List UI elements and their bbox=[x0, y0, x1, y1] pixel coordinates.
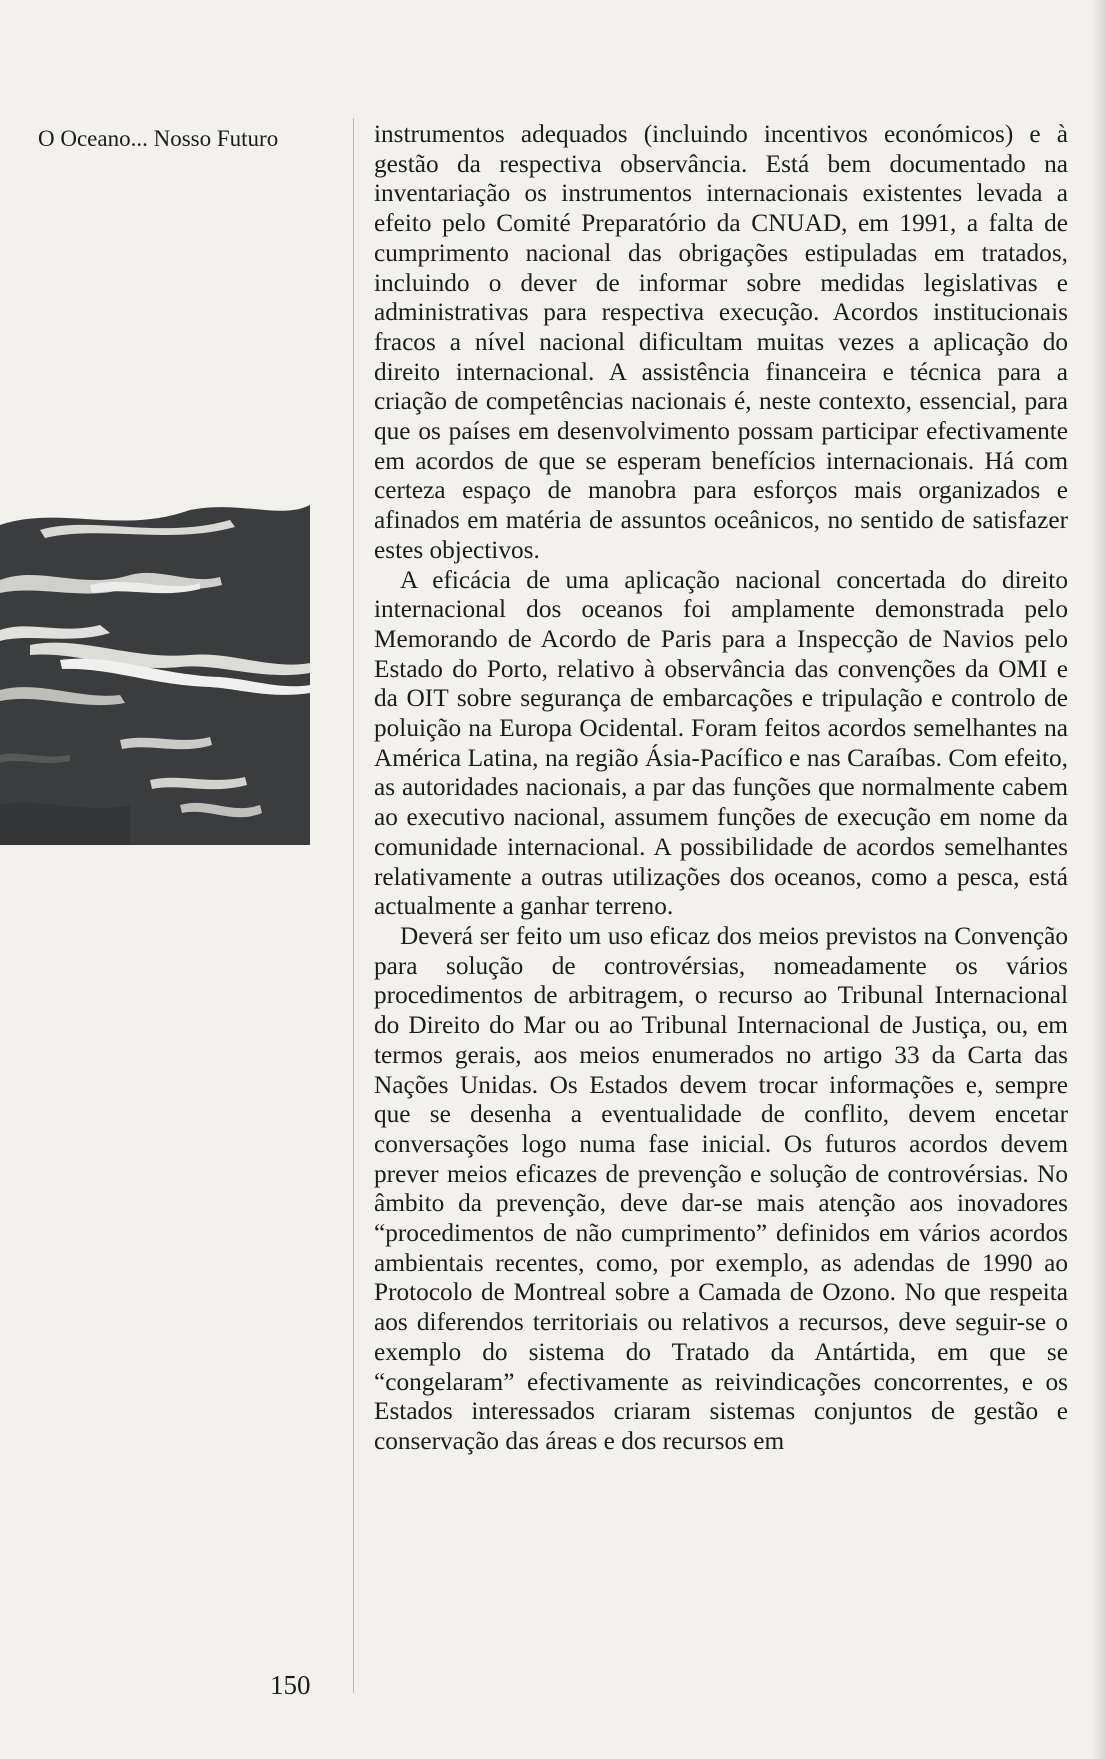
paragraph-2: A eficácia de uma aplicação nacional concertada do direito internacional dos oceanos foi amplamente demonstrada pelo Memorando de Acordo de Paris para a Inspecção de Navios pelo Estado do Porto, relativo à observância das convenções da OMI e da OIT sobre segurança de embarcações e tripulação e controlo de poluição na Europa Ocidental. Foram feitos acordos semelhantes na América Latina, na região Ásia-Pacífico e nas Caraíbas. Com efeito, as autoridades nacionais, a par das funções que normalmente cabem ao executivo nacional, assumem funções de execução em nome da comunidade internacional. A possibilidade de acordos semelhantes relativamente a outras utilizações dos oceanos, como a pesca, está actualmente a ganhar terreno. bbox=[374, 565, 1068, 921]
page-edge-shadow bbox=[1091, 0, 1105, 1759]
ocean-waves-photo bbox=[0, 505, 310, 845]
running-head: O Oceano... Nosso Futuro bbox=[38, 126, 279, 151]
paragraph-1: instrumentos adequados (incluindo incentivos económicos) e à gestão da respectiva observância. Está bem documentado na inventariação os instrumentos internacionais existentes levada a efeito pelo Comité Preparatório da CNUAD, em 1991, a falta de cumprimento nacional das obrigações estipuladas em tratados, incluindo o dever de informar sobre medidas legislativas e administrativas para respectiva execução. Acordos institucionais fracos a nível nacional dificultam muitas vezes a aplicação do direito internacional. A assistência financeira e técnica para a criação de competências nacionais é, neste contexto, essencial, para que os países em desenvolvimento possam participar efectivamente em acordos de que se esperam benefícios internacionais. Há com certeza espaço de manobra para esforços mais organizados e afinados em matéria de assuntos oceânicos, no sentido de satisfazer estes objectivos. bbox=[374, 120, 1068, 564]
page-number: 150 bbox=[270, 1670, 311, 1700]
bleed-through-text bbox=[38, 460, 278, 504]
column-rule bbox=[353, 118, 354, 1693]
body-text bbox=[374, 120, 1068, 1457]
paragraph-3: Deverá ser feito um uso eficaz dos meios previstos na Convenção para solução de controvérsias, nomeadamente os vários procedimentos de arbitragem, o recurso ao Tribunal Internacional do Direito do Mar ou ao Tribunal Internacional de Justiça, ou, em termos gerais, aos meios enumerados no artigo 33 da Carta das Nações Unidas. Os Estados devem trocar informações e, sempre que se desenha a eventualidade de conflito, devem encetar conversações logo numa fase inicial. Os futuros acordos devem prever meios eficazes de prevenção e solução de controvérsias. No âmbito da prevenção, deve dar-se mais atenção aos inovadores “procedimentos de não cumprimento” definidos em vários acordos ambientais recentes, como, por exemplo, as adendas de 1990 ao Protocolo de Montreal sobre a Camada de Ozono. No que respeita aos diferendos territoriais ou relativos a recursos, deve seguir-se o exemplo do sistema do Tratado da Antártida, em que se “congelaram” efectivamente as reivindicações concorrentes, e os Estados interessados criaram sistemas conjuntos de gestão e conservação das áreas e dos recursos em bbox=[374, 921, 1068, 1455]
